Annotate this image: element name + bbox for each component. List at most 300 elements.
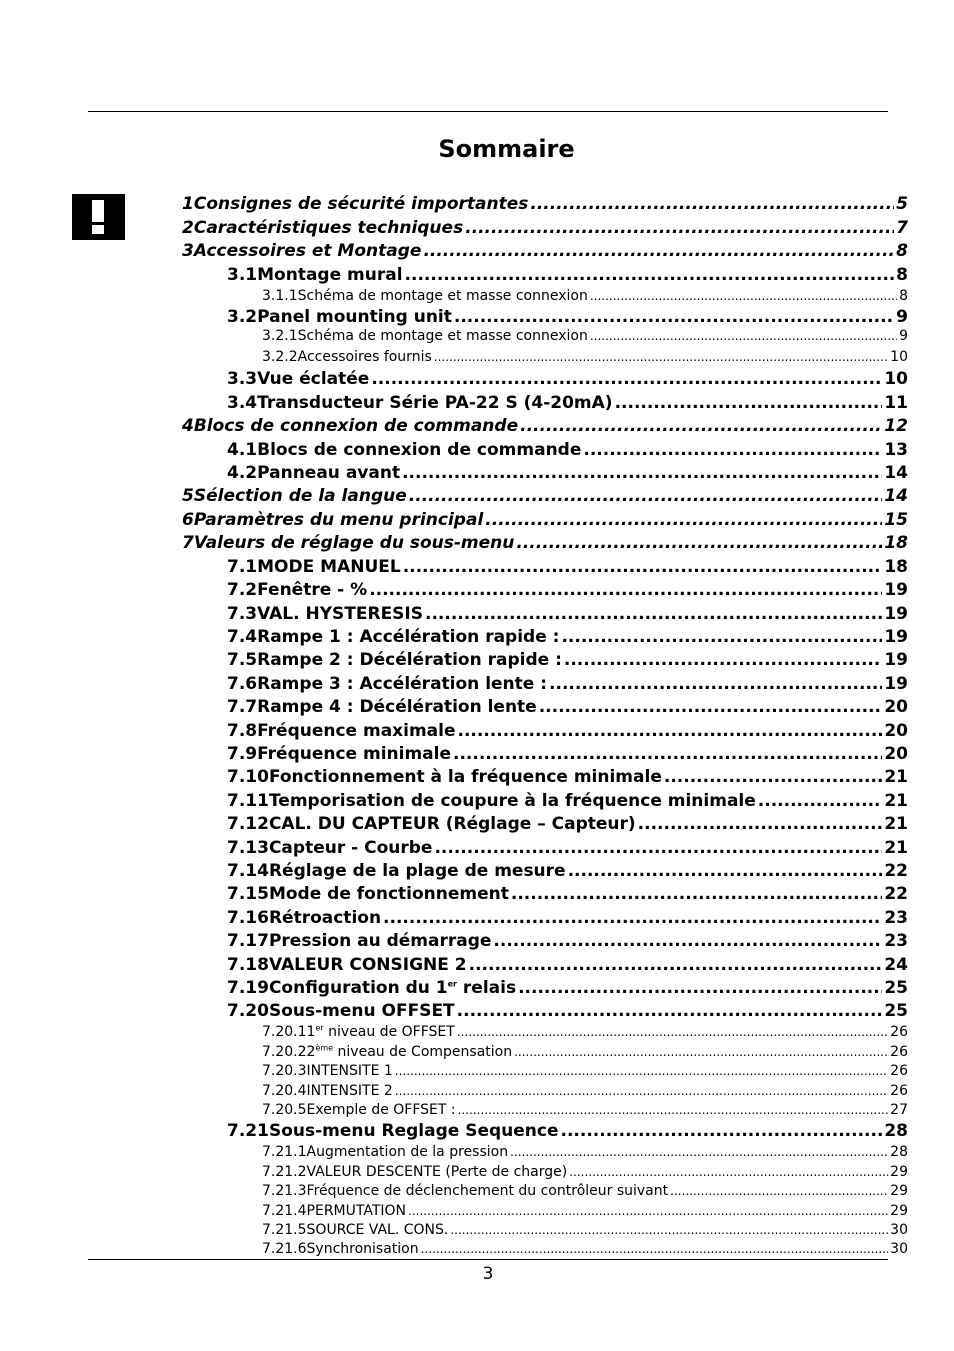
- toc-entry-title-text: Fréquence minimale: [257, 744, 452, 764]
- toc-entry-title: [269, 1001, 455, 1021]
- toc-entry-title-text: Capteur - Courbe: [268, 838, 433, 858]
- toc-entry[interactable]: [227, 884, 908, 904]
- toc-entry-title: [257, 393, 612, 413]
- toc-entry-title-text: VALEUR DESCENTE (Perte de charge): [306, 1164, 568, 1180]
- toc-entry-number: 7.20.3: [262, 1063, 307, 1079]
- toc-entry-title-text: Rampe 3 : Accélération lente :: [257, 674, 548, 694]
- toc-entry[interactable]: [227, 1001, 908, 1021]
- toc-leader-dots: [485, 510, 882, 530]
- toc-entry[interactable]: [227, 580, 908, 600]
- toc-entry-page: 11: [884, 393, 908, 413]
- toc-entry-title-text: VALEUR CONSIGNE 2: [268, 955, 467, 975]
- toc-entry[interactable]: [227, 767, 908, 787]
- toc-entry[interactable]: [227, 861, 908, 881]
- toc-entry-title: [257, 557, 401, 577]
- toc-entry-number: 7.8: [227, 721, 258, 741]
- toc-entry-title: [269, 767, 662, 787]
- toc-leader-dots: [457, 1001, 883, 1021]
- toc-leader-dots: [405, 265, 895, 285]
- toc-entry-title: [307, 1203, 406, 1219]
- toc-entry-page: 19: [884, 650, 908, 670]
- toc-entry-title-text: CAL. DU CAPTEUR (Réglage – Capteur): [268, 814, 636, 834]
- toc-entry-title-text: Temporisation de coupure à la fréquence minimale: [268, 791, 756, 811]
- toc-entry-title: [269, 1121, 559, 1141]
- toc-entry-number: 7.6: [227, 674, 258, 694]
- toc-entry-number: 7.20: [227, 1001, 269, 1021]
- toc-entry[interactable]: [227, 627, 908, 647]
- toc-entry-title: [269, 908, 381, 928]
- toc-entry-title-text: Accessoires et Montage: [193, 241, 422, 261]
- toc-entry-number: 3.2.2: [262, 349, 298, 365]
- toc-entry-number: 7.11: [227, 791, 269, 811]
- toc-entry-number: 7.21.1: [262, 1144, 307, 1160]
- toc-entry-number: 1: [182, 194, 194, 214]
- toc-entry-page: 26: [890, 1044, 908, 1060]
- toc-entry[interactable]: [227, 440, 908, 460]
- toc-entry-number: 7.5: [227, 650, 258, 670]
- toc-leader-dots: [469, 955, 883, 975]
- toc-entry-number: 7.3: [227, 604, 258, 624]
- toc-entry-number: 7.13: [227, 838, 269, 858]
- toc-entry-title: [257, 307, 452, 327]
- page-title: Sommaire: [438, 135, 575, 163]
- toc-entry-number: 7.4: [227, 627, 258, 647]
- toc-leader-dots: [530, 194, 894, 214]
- toc-entry-title: [257, 721, 455, 741]
- toc-entry-page: 24: [884, 955, 908, 975]
- toc-entry[interactable]: [262, 1044, 908, 1060]
- toc-leader-dots: [457, 1024, 888, 1040]
- toc-entry-title: [257, 744, 451, 764]
- toc-entry-number: 5: [182, 486, 194, 506]
- toc-entry-page: 21: [884, 814, 908, 834]
- toc-leader-dots: [516, 533, 882, 553]
- toc-entry-title-text: Schéma de montage et masse connexion: [297, 328, 588, 344]
- toc-leader-dots: [453, 744, 882, 764]
- toc-entry-title-text: INTENSITE 1: [306, 1063, 393, 1079]
- toc-entry-number: 7.21.3: [262, 1183, 307, 1199]
- toc-leader-dots: [395, 1083, 888, 1099]
- toc-entry-title-text: Rétroaction: [268, 908, 382, 928]
- toc-entry-title: [194, 218, 463, 238]
- toc-entry-page: 14: [884, 463, 908, 483]
- toc-entry-title-text: 1: [306, 1024, 316, 1040]
- toc-leader-dots: [425, 604, 882, 624]
- toc-entry[interactable]: [227, 604, 908, 624]
- toc-entry[interactable]: [262, 1241, 908, 1257]
- toc-entry-title: [257, 627, 559, 647]
- toc-entry-number: 7.16: [227, 908, 269, 928]
- toc-entry-title: [257, 440, 581, 460]
- toc-leader-dots: [564, 650, 882, 670]
- toc-entry-title-text: Montage mural: [257, 265, 403, 285]
- toc-leader-dots: [458, 1102, 889, 1118]
- toc-entry-title-text: Blocs de connexion de commande: [193, 416, 519, 436]
- page-number: 3: [482, 1264, 494, 1284]
- toc-leader-dots: [549, 674, 882, 694]
- toc-entry[interactable]: [262, 1203, 908, 1219]
- toc-leader-dots: [402, 463, 882, 483]
- toc-entry-title: [257, 369, 369, 389]
- toc-entry-title-text: Fréquence de déclenchement du contrôleur suivant: [306, 1183, 669, 1199]
- toc-entry[interactable]: [262, 288, 908, 304]
- toc-entry-page: 10: [890, 349, 908, 365]
- toc-entry-title: [194, 416, 518, 436]
- toc-entry-number: 7.21.4: [262, 1203, 307, 1219]
- toc-leader-dots: [539, 697, 883, 717]
- toc-entry[interactable]: [227, 650, 908, 670]
- toc-entry-superscript: ème: [315, 1043, 334, 1053]
- toc-entry-title-suffix: niveau de OFFSET: [323, 1024, 455, 1040]
- toc-entry-title-text: Panel mounting unit: [257, 307, 452, 327]
- toc-entry[interactable]: [262, 349, 908, 365]
- toc-entry-page: 8: [899, 288, 908, 304]
- toc-leader-dots: [520, 416, 882, 436]
- toc-entry-title-text: PERMUTATION: [306, 1203, 407, 1219]
- toc-entry-title-text: Sélection de la langue: [193, 486, 407, 506]
- toc-entry-page: 22: [884, 884, 908, 904]
- toc-entry-page: 13: [884, 440, 908, 460]
- toc-entry-title-text: Mode de fonctionnement: [268, 884, 509, 904]
- toc-entry-title: [269, 791, 756, 811]
- toc-entry-title-text: Schéma de montage et masse connexion: [297, 288, 588, 304]
- toc-entry-page: 26: [890, 1083, 908, 1099]
- toc-entry[interactable]: [227, 674, 908, 694]
- toc-entry-number: 7.10: [227, 767, 269, 787]
- toc-entry-page: 30: [890, 1222, 908, 1238]
- toc-leader-dots: [450, 1222, 888, 1238]
- toc-entry-superscript: er: [447, 979, 457, 989]
- toc-entry[interactable]: [182, 218, 908, 238]
- toc-leader-dots: [561, 627, 882, 647]
- toc-entry-title: [269, 861, 566, 881]
- toc-entry[interactable]: [227, 393, 908, 413]
- toc-entry[interactable]: [182, 510, 908, 530]
- toc-entry-number: 3.1: [227, 265, 258, 285]
- toc-entry[interactable]: [227, 265, 908, 285]
- toc-entry-title: [307, 1083, 393, 1099]
- toc-entry-superscript: er: [315, 1023, 324, 1033]
- toc-entry-page: 20: [884, 721, 908, 741]
- toc-entry-number: 2: [182, 218, 194, 238]
- toc-entry-number: 7: [182, 533, 194, 553]
- toc-leader-dots: [371, 369, 882, 389]
- toc-entry-title: [307, 1044, 513, 1060]
- toc-entry-title-text: Exemple de OFFSET :: [306, 1102, 456, 1118]
- toc-entry-title-text: 2: [306, 1044, 316, 1060]
- toc-entry-page: 8: [896, 241, 908, 261]
- toc-entry-title: [194, 510, 483, 530]
- toc-entry-number: 7.20.1: [262, 1024, 307, 1040]
- toc-entry-page: 27: [890, 1102, 908, 1118]
- toc-leader-dots: [615, 393, 883, 413]
- toc-entry-title-text: Sous-menu OFFSET: [268, 1001, 455, 1021]
- toc-entry[interactable]: [262, 1083, 908, 1099]
- toc-entry-title-text: Paramètres du menu principal: [193, 510, 484, 530]
- toc-entry[interactable]: [227, 307, 908, 327]
- toc-leader-dots: [408, 1203, 888, 1219]
- toc-entry[interactable]: [227, 697, 908, 717]
- toc-entry-number: 7.12: [227, 814, 269, 834]
- toc-entry-title: [194, 194, 529, 214]
- toc-entry[interactable]: [227, 744, 908, 764]
- toc-entry-title-suffix: niveau de Compensation: [333, 1044, 513, 1060]
- toc-entry-title: [307, 1144, 509, 1160]
- toc-entry-title: [269, 978, 516, 998]
- toc-entry-number: 7.21.2: [262, 1164, 307, 1180]
- toc-entry-number: 3.3: [227, 369, 258, 389]
- toc-entry-number: 7.9: [227, 744, 258, 764]
- toc-leader-dots: [569, 1164, 888, 1180]
- toc-entry-title: [269, 884, 509, 904]
- toc-entry-title: [269, 931, 491, 951]
- bottom-rule: [88, 1259, 888, 1260]
- toc-entry-number: 7.2: [227, 580, 258, 600]
- toc-entry-page: 25: [884, 1001, 908, 1021]
- toc-entry-title: [257, 650, 562, 670]
- toc-entry-title: [257, 604, 423, 624]
- toc-leader-dots: [458, 721, 883, 741]
- toc-entry-title-text: MODE MANUEL: [257, 557, 401, 577]
- toc-entry[interactable]: [227, 1121, 908, 1141]
- toc-entry[interactable]: [227, 978, 908, 998]
- toc-entry-number: 4.1: [227, 440, 258, 460]
- toc-leader-dots: [568, 861, 883, 881]
- toc-entry[interactable]: [227, 791, 908, 811]
- toc-leader-dots: [511, 884, 882, 904]
- toc-entry[interactable]: [262, 1183, 908, 1199]
- toc-leader-dots: [583, 440, 882, 460]
- toc-leader-dots: [395, 1063, 888, 1079]
- toc-entry-title-text: Panneau avant: [257, 463, 401, 483]
- toc-entry-page: 21: [884, 767, 908, 787]
- toc-entry-page: 12: [884, 416, 908, 436]
- toc-entry-page: 29: [890, 1203, 908, 1219]
- warning-icon-bar: [92, 200, 104, 222]
- toc-entry-title: [307, 1222, 449, 1238]
- toc-entry-number: 7.7: [227, 697, 258, 717]
- toc-entry-number: 6: [182, 510, 194, 530]
- toc-entry-title-text: Réglage de la plage de mesure: [268, 861, 566, 881]
- toc-entry-page: 20: [884, 697, 908, 717]
- toc-entry-number: 7.1: [227, 557, 258, 577]
- toc-entry-number: 7.21.5: [262, 1222, 307, 1238]
- toc-entry-title-text: Augmentation de la pression: [306, 1144, 509, 1160]
- toc-entry-page: 19: [884, 604, 908, 624]
- toc-entry[interactable]: [262, 1164, 908, 1180]
- toc-entry-title: [269, 814, 636, 834]
- toc-entry[interactable]: [227, 814, 908, 834]
- toc-entry-page: 9: [896, 307, 908, 327]
- toc-leader-dots: [664, 767, 882, 787]
- toc-entry-page: 18: [884, 557, 908, 577]
- toc-leader-dots: [454, 307, 894, 327]
- toc-entry-page: 19: [884, 580, 908, 600]
- toc-entry-number: 7.20.5: [262, 1102, 307, 1118]
- toc-entry-title-text: Fréquence maximale: [257, 721, 456, 741]
- toc-entry[interactable]: [262, 1144, 908, 1160]
- toc-leader-dots: [383, 908, 882, 928]
- warning-icon-dot: [92, 225, 104, 234]
- toc-entry-title-text: Valeurs de réglage du sous-menu: [193, 533, 515, 553]
- toc-entry-page: 30: [890, 1241, 908, 1257]
- toc-entry[interactable]: [227, 557, 908, 577]
- toc-leader-dots: [465, 218, 894, 238]
- toc-entry-title: [257, 697, 537, 717]
- toc-entry-title: [269, 955, 467, 975]
- toc-entry-title-text: Consignes de sécurité importantes: [193, 194, 529, 214]
- toc-entry-title: [269, 838, 433, 858]
- toc-leader-dots: [518, 978, 882, 998]
- toc-entry-title-suffix: relais: [457, 978, 517, 998]
- toc-entry-title-text: VAL. HYSTERESIS: [257, 604, 423, 624]
- toc-leader-dots: [590, 328, 897, 344]
- toc-entry-number: 4.2: [227, 463, 258, 483]
- toc-entry-page: 21: [884, 838, 908, 858]
- toc-entry-page: 28: [890, 1144, 908, 1160]
- toc-entry-number: 7.18: [227, 955, 269, 975]
- toc-entry-title-text: Transducteur Série PA-22 S (4-20mA): [257, 393, 613, 413]
- toc-entry[interactable]: [262, 328, 908, 344]
- toc-entry-title: [307, 1024, 455, 1040]
- toc-entry-page: 21: [884, 791, 908, 811]
- toc-entry-title-text: Vue éclatée: [257, 369, 370, 389]
- toc-leader-dots: [758, 791, 883, 811]
- toc-entry-page: 25: [884, 978, 908, 998]
- toc-entry-page: 26: [890, 1024, 908, 1040]
- toc-entry-number: 7.20.2: [262, 1044, 307, 1060]
- toc-entry[interactable]: [227, 463, 908, 483]
- toc-entry-title: [257, 674, 547, 694]
- toc-entry-number: 7.21.6: [262, 1241, 307, 1257]
- toc-leader-dots: [421, 1241, 889, 1257]
- toc-entry[interactable]: [182, 533, 908, 553]
- toc-entry-title-text: Caractéristiques techniques: [193, 218, 464, 238]
- toc-entry-title: [298, 349, 432, 365]
- toc-entry-page: 19: [884, 627, 908, 647]
- toc-entry-number: 7.20.4: [262, 1083, 307, 1099]
- toc-entry-page: 28: [884, 1121, 908, 1141]
- toc-entry-number: 7.19: [227, 978, 269, 998]
- toc-entry-title-text: SOURCE VAL. CONS.: [306, 1222, 449, 1238]
- toc-entry-number: 7.15: [227, 884, 269, 904]
- toc-entry-page: 8: [896, 265, 908, 285]
- toc-entry-title: [194, 486, 407, 506]
- toc-entry-page: 14: [884, 486, 908, 506]
- toc-entry[interactable]: [182, 416, 908, 436]
- toc-entry[interactable]: [262, 1024, 908, 1040]
- toc-entry[interactable]: [227, 369, 908, 389]
- toc-entry[interactable]: [182, 241, 908, 261]
- toc-entry-title-text: Configuration du 1: [268, 978, 448, 998]
- toc-entry-number: 3.4: [227, 393, 258, 413]
- toc-leader-dots: [561, 1121, 883, 1141]
- toc-entry-title-text: INTENSITE 2: [306, 1083, 393, 1099]
- toc-entry-title: [298, 288, 588, 304]
- toc-leader-dots: [409, 486, 883, 506]
- toc-entry-title: [307, 1063, 393, 1079]
- warning-icon: [72, 194, 125, 240]
- toc-leader-dots: [510, 1144, 888, 1160]
- toc-entry-title-text: Sous-menu Reglage Sequence: [268, 1121, 559, 1141]
- toc-entry[interactable]: [227, 908, 908, 928]
- toc-leader-dots: [369, 580, 882, 600]
- toc-leader-dots: [434, 838, 882, 858]
- toc-entry[interactable]: [227, 721, 908, 741]
- top-rule: [88, 111, 888, 112]
- toc-entry-title-text: Fonctionnement à la fréquence minimale: [268, 767, 662, 787]
- toc-entry-title-text: Blocs de connexion de commande: [257, 440, 582, 460]
- toc-entry-title: [307, 1183, 669, 1199]
- toc-leader-dots: [493, 931, 882, 951]
- toc-entry-page: 23: [884, 931, 908, 951]
- toc-entry-title: [307, 1241, 419, 1257]
- toc-leader-dots: [638, 814, 883, 834]
- toc-entry-page: 23: [884, 908, 908, 928]
- toc-entry-page: 26: [890, 1063, 908, 1079]
- toc-leader-dots: [423, 241, 894, 261]
- toc-entry-number: 3.2.1: [262, 328, 298, 344]
- toc-entry-page: 15: [884, 510, 908, 530]
- toc-entry-page: 9: [899, 328, 908, 344]
- toc-entry[interactable]: [262, 1063, 908, 1079]
- toc-entry-title: [257, 265, 402, 285]
- toc-entry-number: 3: [182, 241, 194, 261]
- toc-entry-page: 7: [896, 218, 908, 238]
- toc-entry-page: 10: [884, 369, 908, 389]
- toc-entry[interactable]: [227, 931, 908, 951]
- toc-entry[interactable]: [182, 486, 908, 506]
- toc-entry-page: 5: [896, 194, 908, 214]
- toc-entry-title-text: Rampe 4 : Décélération lente: [257, 697, 537, 717]
- toc-entry-title: [257, 580, 367, 600]
- toc-entry[interactable]: [262, 1222, 908, 1238]
- toc-entry-number: 4: [182, 416, 194, 436]
- toc-entry-title-text: Accessoires fournis: [297, 349, 432, 365]
- toc-entry-page: 29: [890, 1164, 908, 1180]
- toc-leader-dots: [590, 288, 897, 304]
- toc-entry-page: 22: [884, 861, 908, 881]
- toc-entry-title: [298, 328, 588, 344]
- toc-leader-dots: [434, 349, 888, 365]
- toc-entry-title: [307, 1164, 568, 1180]
- toc-entry-number: 3.1.1: [262, 288, 298, 304]
- toc-entry-title-text: Synchronisation: [306, 1241, 419, 1257]
- toc-leader-dots: [514, 1044, 888, 1060]
- toc-entry-number: 7.14: [227, 861, 269, 881]
- toc-entry-title-text: Fenêtre - %: [257, 580, 368, 600]
- toc-entry-title: [194, 533, 515, 553]
- toc-entry-number: 7.17: [227, 931, 269, 951]
- toc-entry[interactable]: [227, 838, 908, 858]
- toc-entry-title: [194, 241, 422, 261]
- toc-leader-dots: [670, 1183, 888, 1199]
- toc-entry[interactable]: [262, 1102, 908, 1118]
- toc-entry-number: 7.21: [227, 1121, 269, 1141]
- toc-entry[interactable]: [227, 955, 908, 975]
- toc-entry-page: 29: [890, 1183, 908, 1199]
- toc-entry[interactable]: [182, 194, 908, 214]
- toc-entry-title: [257, 463, 400, 483]
- toc-entry-title-text: Pression au démarrage: [268, 931, 492, 951]
- toc-entry-page: 20: [884, 744, 908, 764]
- toc-entry-title: [307, 1102, 456, 1118]
- toc-entry-title-text: Rampe 1 : Accélération rapide :: [257, 627, 560, 647]
- toc-entry-page: 19: [884, 674, 908, 694]
- toc-leader-dots: [403, 557, 883, 577]
- toc-entry-title-text: Rampe 2 : Décélération rapide :: [257, 650, 562, 670]
- toc-entry-page: 18: [884, 533, 908, 553]
